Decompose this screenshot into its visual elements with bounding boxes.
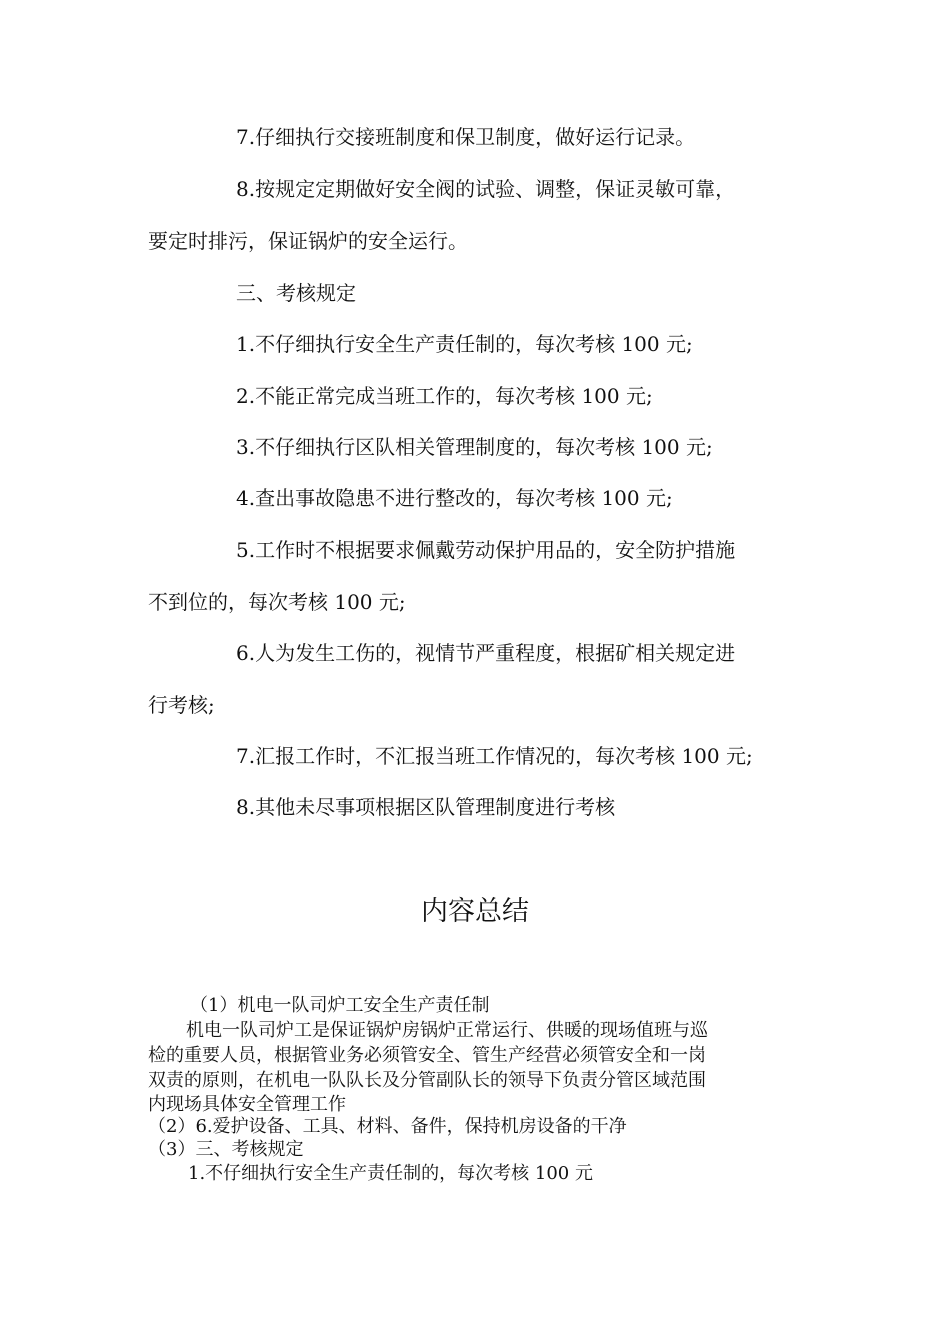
rule-8: 8.其他未尽事项根据区队管理制度进行考核 [236, 795, 616, 819]
summary-item-2: （2）6.爱护设备、工具、材料、备件，保持机房设备的干净 [148, 1116, 627, 1137]
summary-item-1: （1）机电一队司炉工安全生产责任制 [190, 995, 490, 1016]
summary-title: 内容总结 [421, 896, 529, 927]
rule-4: 4.查出事故隐患不进行整改的，每次考核 100 元; [236, 486, 673, 510]
rule-6-line2: 行考核; [148, 693, 215, 717]
rule-5-line1: 5.工作时不根据要求佩戴劳动保护用品的，安全防护措施 [236, 538, 736, 562]
summary-item-3: （3）三、考核规定 [148, 1139, 304, 1160]
summary-text-line2: 检的重要人员，根据管业务必须管安全、管生产经营必须管安全和一岗 [148, 1045, 706, 1066]
rule-1: 1.不仔细执行安全生产责任制的，每次考核 100 元; [236, 332, 693, 356]
summary-text-line3: 双责的原则，在机电一队队长及分管副队长的领导下负责分管区域范围 [148, 1070, 706, 1091]
rule-2: 2.不能正常完成当班工作的，每次考核 100 元; [236, 384, 653, 408]
paragraph-duty-8-line1: 8.按规定定期做好安全阀的试验、调整，保证灵敏可靠， [236, 177, 736, 201]
rule-7: 7.汇报工作时，不汇报当班工作情况的，每次考核 100 元; [236, 744, 753, 768]
paragraph-duty-7: 7.仔细执行交接班制度和保卫制度，做好运行记录。 [236, 125, 696, 149]
rule-3: 3.不仔细执行区队相关管理制度的，每次考核 100 元; [236, 435, 713, 459]
rule-5-line2: 不到位的，每次考核 100 元; [148, 590, 406, 614]
paragraph-duty-8-line2: 要定时排污，保证锅炉的安全运行。 [148, 229, 468, 253]
summary-text-line1: 机电一队司炉工是保证锅炉房锅炉正常运行、供暖的现场值班与巡 [186, 1020, 708, 1041]
summary-text-line4: 内现场具体安全管理工作 [148, 1094, 346, 1115]
section-heading-assessment: 三、考核规定 [236, 281, 356, 305]
rule-6-line1: 6.人为发生工伤的，视情节严重程度，根据矿相关规定进 [236, 641, 736, 665]
summary-rule-1: 1.不仔细执行安全生产责任制的，每次考核 100 元 [188, 1163, 593, 1184]
